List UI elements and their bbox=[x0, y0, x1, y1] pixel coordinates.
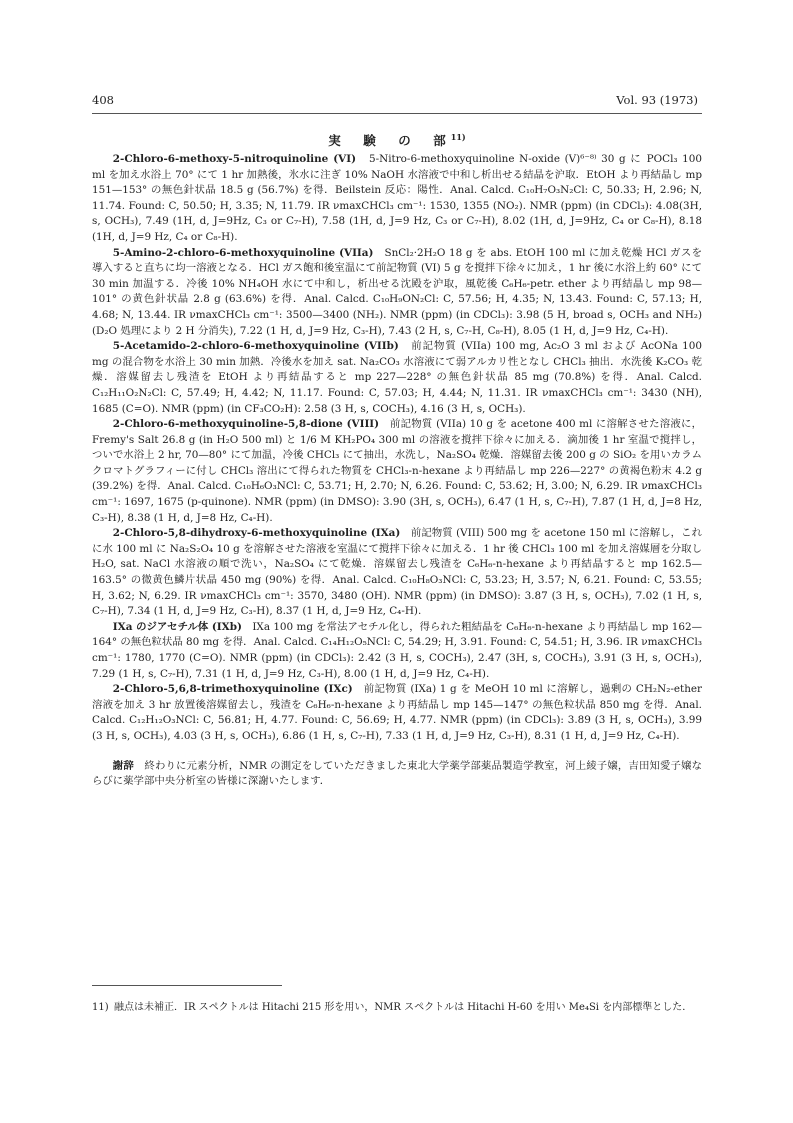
acknowledgement bbox=[92, 759, 702, 790]
procedure-text: 前記物質 (VIII) 500 mg を acetone 150 ml に溶解し，これに水 100 ml に Na₂S₂O₄ 10 g を溶解させた溶液を室温にて撹拌下徐々に加える．1 hr 後 CHCl₃ 100 ml を加え溶媒層を分取し H₂O, sat. NaCl 水溶液の順で洗い，Na₂SO₄ にて乾燥．溶媒留去し残渣を C₆H₆-n-hexane より再結晶すると mp 162.5—163.5° の微黄色鱗片状晶 450 mg (90%) を得．Anal. Calcd. C₁₀H₈O₃NCl: C, 53.23; H, 3.57; N, 6.21. Found: C, 53.55; H, 3.62; N, 6.29. IR νmaxCHCl₃ cm⁻¹: 3570, 3480 (OH). NMR (ppm) (in DMSO): 3.87 (3 H, s, OCH₃), 7.02 (1 H, s, C₇-H), 7.34 (1 H, d, J=9 Hz, C₃-H), 8.37 (1 H, d, J=9 Hz, C₄-H). bbox=[92, 527, 702, 618]
procedure-text: 前記物質 (VIIa) 100 mg, Ac₂O 3 ml および AcONa 100 mg の混合物を水浴上 30 min 加熱．冷後水を加え sat. Na₂CO₃ 水溶液にて弱アルカリ性となし CHCl₃ 抽出．水洗後 K₂CO₃ 乾燥．溶媒留去し残渣を EtOH より再結晶すると mp 227—228° の無色針状晶 85 mg (70.8%) を得．Anal. Calcd. C₁₂H₁₁O₂N₂Cl: C, 57.49; H, 4.42; N, 11.17. Found: C, 57.03; H, 4.44; N, 11.31. IR νmaxCHCl₃ cm⁻¹: 3430 (NH), 1685 (C=O). NMR (ppm) (in CF₃CO₂H): 2.58 (3 H, s, COCH₃), 4.16 (3 H, s, OCH₃). bbox=[92, 340, 702, 415]
section-title-note: 11) bbox=[450, 131, 466, 142]
footnote-rule bbox=[92, 985, 282, 986]
header-rule bbox=[92, 113, 702, 114]
paragraph-compound-vi bbox=[92, 152, 702, 246]
paragraph-compound-ixa bbox=[92, 526, 702, 620]
compound-name: 2-Chloro-5,8-dihydroxy-6-methoxyquinoline (IXa) bbox=[112, 527, 401, 540]
compound-name: 2-Chloro-6-methoxy-5-nitroquinoline (VI) bbox=[112, 153, 356, 165]
footnote bbox=[92, 1000, 702, 1015]
compound-name: 5-Acetamido-2-chloro-6-methoxyquinoline (VIIb) bbox=[112, 340, 399, 353]
paragraph-compound-viia bbox=[92, 246, 702, 340]
paragraph-compound-viii bbox=[92, 417, 702, 526]
procedure-text: 前記物質 (VIIa) 10 g を acetone 400 ml に溶解させた溶液に，Fremy's Salt 26.8 g (in H₂O 500 ml) と 1/6 M KH₂PO₄ 300 ml の溶液を撹拌下徐々に加える．滴加後 1 hr 室温で撹拌し，ついで水浴上 2 hr, 70—80° にて加温，冷後 CHCl₃ にて抽出，水洗し，Na₂SO₄ 乾燥．溶媒留去後 200 g の SiO₂ を用いカラムクロマトグラフィーに付し CHCl₃ 溶出にて得られた物質を CHCl₃-n-hexane より再結晶し mp 226—227° の黄褐色粉末 4.2 g (39.2%) を得．Anal. Calcd. C₁₀H₆O₃NCl: C, 53.71; H, 2.70; N, 6.26. Found: C, 53.62; H, 3.00; N, 6.29. IR νmaxCHCl₃ cm⁻¹: 1697, 1675 (p-quinone). NMR (ppm) (in DMSO): 3.90 (3H, s, OCH₃), 6.47 (1 H, s, C₇-H), 7.87 (1 H, d, J=8 Hz, C₃-H), 8.38 (1 H, d, J=8 Hz, C₄-H). bbox=[92, 418, 703, 524]
procedure-text: 5-Nitro-6-methoxyquinoline N-oxide (V)⁶⁻⁸⁾ 30 g に POCl₃ 100 ml を加え水浴上 70° にて 1 hr 加熱後，氷水に注ぎ 10% NaOH 水溶液で中和し析出せる結晶を沪取．EtOH より再結晶し mp 151—153° の無色針状晶 18.5 g (56.7%) を得．Beilstein 反応：陽性．Anal. Calcd. C₁₀H₇O₃N₂Cl: C, 50.33; H, 2.96; N, 11.74. Found: C, 50.50; H, 3.35; N, 11.79. IR νmaxCHCl₃ cm⁻¹: 1530, 1355 (NO₂). NMR (ppm) (in CDCl₃): 4.08(3H, s, OCH₃), 7.49 (1H, d, J=9Hz, C₃ or C₇-H), 7.58 (1H, d, J=9 Hz, C₃ or C₇-H), 8.02 (1H, d, J=9Hz, C₄ or C₈-H), 8.18 (1H, d, J=9 Hz, C₄ or C₈-H). bbox=[92, 153, 702, 243]
paragraph-compound-ixb bbox=[92, 620, 702, 682]
experimental-section bbox=[92, 152, 702, 790]
section-title bbox=[92, 131, 702, 149]
paragraph-compound-ixc bbox=[92, 682, 702, 744]
procedure-text: SnCl₂·2H₂O 18 g を abs. EtOH 100 ml に加え乾燥 HCl ガスを導入すると直ちに均一溶液となる．HCl ガス飽和後室温にて前記物質 (VI) 5 g を撹拌下徐々に加え，1 hr 後に水浴上約 60° にて 30 min 加温する．冷後 10% NH₄OH 水にて中和し，析出せる沈殿を沪取，風乾後 C₆H₆-petr. ether より再結晶し mp 98—101° の黄色針状晶 2.8 g (63.6%) を得．Anal. Calcd. C₁₀H₉ON₂Cl: C, 57.56; H, 4.35; N, 13.43. Found: C, 57.13; H, 4.68; N, 13.44. IR νmaxCHCl₃ cm⁻¹: 3500—3400 (NH₂). NMR (ppm) (in CDCl₃): 3.98 (5 H, broad s, OCH₃ and NH₂) (D₂O 処理により 2 H 分消失), 7.22 (1 H, d, J=9 Hz, C₃-H), 7.43 (2 H, s, C₇-H, C₈-H), 8.05 (1 H, d, J=9 Hz, C₄-H). bbox=[92, 246, 702, 337]
compound-name: IXa のジアセチル体 (IXb) bbox=[112, 620, 242, 633]
procedure-text: IXa 100 mg を常法アセチル化し，得られた粗結晶を C₆H₆-n-hexane より再結晶し mp 162—164° の無色粒状晶 80 mg を得．Anal. Calcd. C₁₄H₁₂O₅NCl: C, 54.29; H, 3.91. Found: C, 54.51; H, 3.96. IR νmaxCHCl₃ cm⁻¹: 1780, 1770 (C=O). NMR (ppm) (in CDCl₃): 2.42 (3 H, s, COCH₃), 2.47 (3H, s, COCH₃), 3.91 (3 H, s, OCH₃), 7.29 (1 H, s, C₇-H), 7.31 (1 H, d, J=9 Hz, C₃-H), 8.00 (1 H, d, J=9 Hz, C₄-H). bbox=[92, 620, 702, 680]
footnote-number: 11) bbox=[92, 1002, 109, 1013]
page-number: 408 bbox=[92, 93, 114, 107]
paragraph-compound-viib bbox=[92, 339, 702, 417]
compound-name: 2-Chloro-5,6,8-trimethoxyquinoline (IXc) bbox=[112, 683, 353, 696]
journal-volume: Vol. 93 (1973) bbox=[616, 93, 698, 107]
compound-name: 2-Chloro-6-methoxyquinoline-5,8-dione (VIII) bbox=[112, 418, 380, 431]
footnote-text: 融点は未補正．IR スペクトルは Hitachi 215 形を用い，NMR スペクトルは Hitachi H-60 を用い Me₄Si を内部標準とした． bbox=[114, 1002, 693, 1013]
acknowledgement-text: 終わりに元素分析，NMR の測定をしていただきました東北大学薬学部薬品製造学教室，河上綾子嬢，吉田知愛子嬢ならびに薬学部中央分析室の皆様に深謝いたします． bbox=[92, 759, 703, 788]
section-title-text: 実 験 の 部 bbox=[328, 133, 451, 148]
procedure-text: 前記物質 (IXa) 1 g を MeOH 10 ml に溶解し，過剰の CH₂N₂-ether 溶液を加え 3 hr 放置後溶媒留去し，残渣を C₆H₆-n-hexane より再結晶し mp 145—147° の無色粒状晶 850 mg を得．Anal. Calcd. C₁₂H₁₂O₃NCl: C, 56.81; H, 4.77. Found: C, 56.69; H, 4.77. NMR (ppm) (in CDCl₃): 3.89 (3 H, s, OCH₃), 3.99 (3 H, s, OCH₃), 4.03 (3 H, s, OCH₃), 6.86 (1 H, s, C₇-H), 7.33 (1 H, d, J=9 Hz, C₃-H), 8.31 (1 H, d, J=9 Hz, C₄-H). bbox=[92, 683, 703, 742]
acknowledgement-heading: 謝辞 bbox=[112, 759, 134, 772]
running-header bbox=[92, 93, 698, 109]
compound-name: 5-Amino-2-chloro-6-methoxyquinoline (VIIa) bbox=[112, 246, 374, 259]
